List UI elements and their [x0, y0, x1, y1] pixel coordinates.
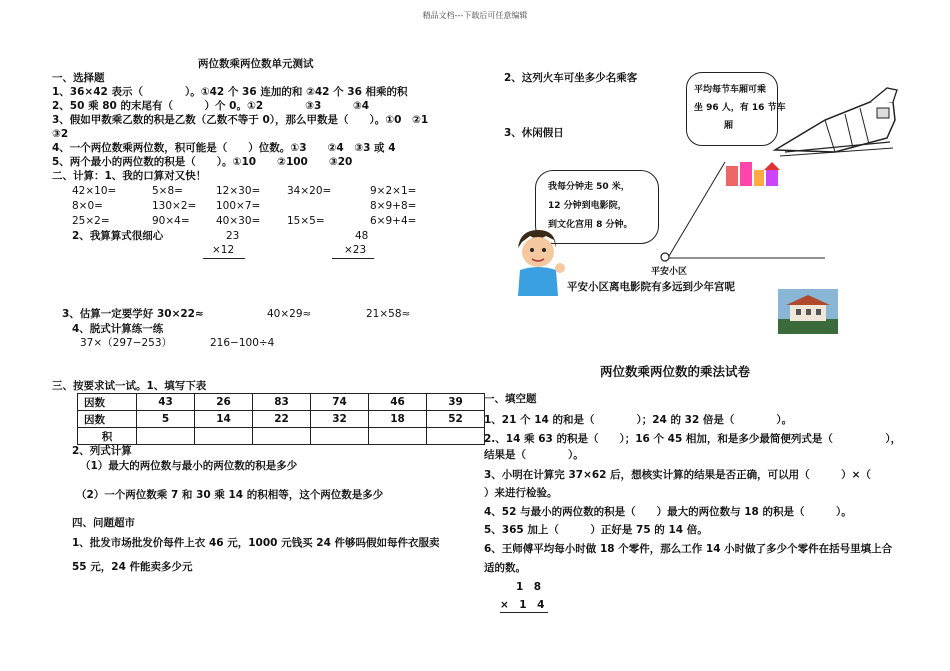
step-calc-title: 4、脱式计算练一练 — [72, 323, 164, 335]
table-cell[interactable] — [369, 428, 427, 445]
train-bubble-text — [694, 81, 786, 135]
fill-q3-cont: ）来进行检验。 — [484, 487, 558, 499]
choice-q1: 1、36×42 表示（ ）。①42 个 36 连加的和 ②42 个 36 相乘的积 — [52, 86, 408, 98]
factor-table — [77, 393, 485, 445]
table-cell: 32 — [311, 411, 369, 428]
fill-q6: 6、王师傅平均每小时做 18 个零件，那么工作 14 小时做了多少个零件在括号里填上合 — [484, 543, 893, 555]
step-calc-2: 216−100÷4 — [210, 337, 275, 349]
section-try: 三、按要求试一试。1、填写下表 — [52, 380, 207, 392]
holiday-question: 3、休闲假日 — [504, 127, 564, 139]
oral-item: 5×8= — [152, 185, 183, 197]
multiplication-bottom: × 1 4 — [500, 599, 545, 611]
fill-q2: 2.、14 乘 63 的积是（ ）；16 个 45 相加，和是多少最简便列式是（ ）， — [484, 433, 902, 445]
estimate-2: 40×29≈ — [267, 308, 312, 320]
table-cell[interactable] — [427, 428, 485, 445]
oral-item: 40×30= — [216, 215, 261, 227]
boy-icon — [508, 226, 568, 298]
table-cell: 83 — [253, 394, 311, 411]
choice-q3: 3、假如甲数乘乙数的积是乙数（乙数不等于 0），那么甲数是（ ）。①0 ②1 — [52, 114, 429, 126]
estimate-3: 21×58≈ — [366, 308, 411, 320]
vertical-2-top: 48 — [355, 230, 369, 242]
choice-q5: 5、两个最小的两位数的积是（ ）。①10 ②100 ③20 — [52, 156, 353, 168]
multiplication-rule — [500, 612, 548, 613]
oral-item: 8×9+8= — [370, 200, 417, 212]
fill-q1: 1、21 个 14 的和是（ ）；24 的 32 倍是（ ）。 — [484, 414, 793, 426]
section-choice: 一、选择题 — [52, 72, 105, 84]
table-cell: 18 — [369, 411, 427, 428]
oral-item: 8×0= — [72, 200, 103, 212]
fill-q3: 3、小明在计算完 37×62 后，想核实计算的结果是否正确，可以用（ ）×（ — [484, 469, 871, 481]
table-cell: 39 — [427, 394, 485, 411]
vertical-1-top: 23 — [226, 230, 240, 242]
estimate-title: 3、估算一定要学好 30×22≈ — [62, 308, 204, 320]
table-cell: 22 — [253, 411, 311, 428]
table-cell: 46 — [369, 394, 427, 411]
table-cell: 74 — [311, 394, 369, 411]
oral-item: 15×5= — [287, 215, 325, 227]
table-cell[interactable] — [137, 428, 195, 445]
table-cell[interactable] — [253, 428, 311, 445]
table-cell: 积 — [78, 428, 137, 445]
vertical-2-rule — [332, 258, 374, 259]
train-bubble-line: 平均每节车厢可乘 — [694, 85, 767, 95]
step-calc-1: 37×（297−253） — [80, 337, 173, 349]
route-map — [655, 160, 835, 268]
fill-q4: 4、52 与最小的两位数的积是（ ）最大的两位数与 18 的积是（ ）。 — [484, 506, 852, 518]
boy-bubble-line: 我每分钟走 50 米， — [548, 182, 630, 192]
vertical-calc-title: 2、我算算式很细心 — [72, 230, 164, 242]
list-calc-1: （1）最大的两位数与最小的两位数的积是多少 — [80, 460, 298, 472]
table-cell: 43 — [137, 394, 195, 411]
fill-q5: 5、365 加上（ ）正好是 75 的 14 倍。 — [484, 524, 708, 536]
problem-1: 1、批发市场批发价每件上衣 46 元，1000 元钱买 24 件够吗假如每件衣服卖 — [72, 537, 440, 549]
oral-item: 9×2×1= — [370, 185, 417, 197]
oral-item: 100×7= — [216, 200, 261, 212]
right-title: 两位数乘两位数的乘法试卷 — [600, 364, 751, 379]
oral-item: 34×20= — [287, 185, 332, 197]
problem-1-cont: 55 元，24 件能卖多少元 — [72, 561, 193, 573]
table-row — [78, 428, 485, 445]
table-cell: 52 — [427, 411, 485, 428]
section-calc: 二、计算：1、我的口算对又快！ — [52, 170, 207, 182]
boy-bubble-line: 到文化宫用 8 分钟。 — [548, 220, 633, 230]
vertical-2-bottom: ×23 — [344, 244, 367, 256]
oral-item: 6×9+4= — [370, 215, 417, 227]
choice-q3-option: ③2 — [52, 128, 69, 140]
table-cell: 因数 — [78, 411, 137, 428]
place-label: 平安小区 — [651, 267, 688, 277]
section-fill: 一、填空题 — [484, 393, 537, 405]
youth-palace-photo — [778, 289, 838, 334]
fill-q2-cont: 结果是（ ）。 — [484, 449, 584, 461]
table-cell: 5 — [137, 411, 195, 428]
table-row — [78, 394, 485, 411]
oral-item: 42×10= — [72, 185, 117, 197]
table-row — [78, 411, 485, 428]
choice-q2: 2、50 乘 80 的末尾有（ ）个 0。①2 ③3 ③4 — [52, 100, 370, 112]
section-problems: 四、问题超市 — [72, 517, 135, 529]
table-cell[interactable] — [311, 428, 369, 445]
train-bubble-line: 坐 96 人，有 16 节车 — [694, 103, 786, 113]
boy-bubble-line: 12 分钟到电影院， — [548, 201, 627, 211]
page-header: 精品文档---下载后可任意编辑 — [422, 11, 528, 20]
oral-item: 130×2= — [152, 200, 197, 212]
table-cell[interactable] — [195, 428, 253, 445]
table-cell: 14 — [195, 411, 253, 428]
vertical-1-rule — [203, 258, 245, 259]
list-calc-title: 2、列式计算 — [72, 445, 132, 457]
vertical-1-bottom: ×12 — [212, 244, 235, 256]
list-calc-2: （2）一个两位数乘 7 和 30 乘 14 的积相等，这个两位数是多少 — [76, 489, 384, 501]
table-cell: 26 — [195, 394, 253, 411]
distance-question: 平安小区离电影院有多远到少年宫呢 — [567, 281, 735, 293]
train-bubble-line: 厢 — [724, 121, 734, 131]
multiplication-top: 1 8 — [516, 581, 542, 593]
oral-item: 12×30= — [216, 185, 261, 197]
fill-q6-cont: 适的数。 — [484, 562, 526, 574]
choice-q4: 4、一个两位数乘两位数，积可能是（ ）位数。①3 ②4 ③3 或 4 — [52, 142, 396, 154]
train-question: 2、这列火车可坐多少名乘客 — [504, 72, 638, 84]
left-title: 两位数乘两位数单元测试 — [198, 58, 314, 70]
oral-item: 90×4= — [152, 215, 190, 227]
oral-item: 25×2= — [72, 215, 110, 227]
table-cell: 因数 — [78, 394, 137, 411]
